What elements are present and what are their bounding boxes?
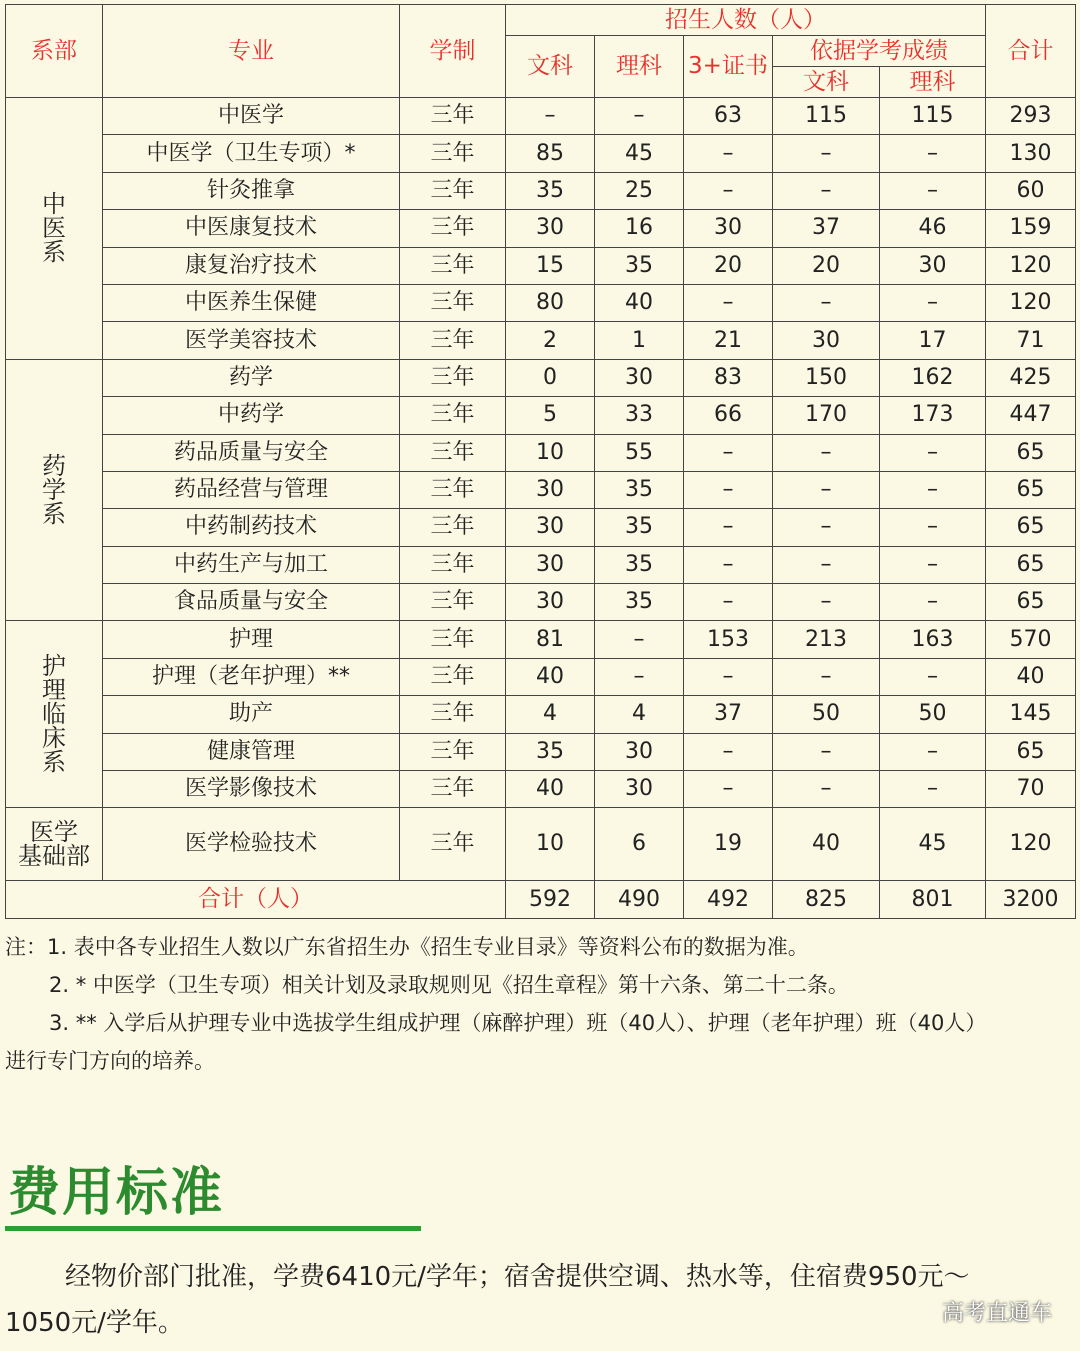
cert-cell: 20 xyxy=(684,247,773,284)
fees-line-2: 1050元/学年。 xyxy=(5,1308,184,1338)
header-total: 合计 xyxy=(986,5,1076,98)
score-like-cell: 50 xyxy=(880,696,986,733)
fees-line-1: 经物价部门批准，学费6410元/学年；宿舍提供空调、热水等，住宿费950元～ xyxy=(65,1262,970,1292)
score-wenke-cell: – xyxy=(773,509,880,546)
score-like-cell: – xyxy=(880,733,986,770)
table-row xyxy=(6,284,1076,321)
major-cell: 药品质量与安全 xyxy=(103,434,400,471)
score-wenke-cell: 20 xyxy=(773,247,880,284)
table-row xyxy=(6,397,1076,434)
score-like-cell: 17 xyxy=(880,322,986,359)
wenke-cell: – xyxy=(506,98,595,135)
cert-cell: – xyxy=(684,584,773,621)
score-like-cell: 162 xyxy=(880,359,986,396)
table-row xyxy=(6,135,1076,172)
total-cell: 71 xyxy=(986,322,1076,359)
score-like-cell: – xyxy=(880,135,986,172)
fees-text xyxy=(5,1254,1077,1346)
dept-name-char: 理 xyxy=(42,676,66,705)
like-cell: 6 xyxy=(595,808,684,881)
score-like-cell: – xyxy=(880,584,986,621)
major-cell: 中药生产与加工 xyxy=(103,546,400,583)
fees-title: 费用标准 xyxy=(8,1163,225,1223)
total-cell: 293 xyxy=(986,98,1076,135)
dept-name-line: 医学 xyxy=(30,818,78,847)
duration-cell: 三年 xyxy=(400,135,506,172)
like-cell: 45 xyxy=(595,135,684,172)
cert-cell: – xyxy=(684,284,773,321)
table-row xyxy=(6,322,1076,359)
table-row xyxy=(6,210,1076,247)
like-cell: 33 xyxy=(595,397,684,434)
major-cell: 中医学 xyxy=(103,98,400,135)
header-cert: 3+证书 xyxy=(684,36,773,98)
header-enrollment: 招生人数（人） xyxy=(506,5,986,36)
cert-cell: 83 xyxy=(684,359,773,396)
table-header xyxy=(6,5,1076,98)
total-cell: 145 xyxy=(986,696,1076,733)
major-cell: 健康管理 xyxy=(103,733,400,770)
wenke-cell: 35 xyxy=(506,172,595,209)
totals-total: 3200 xyxy=(986,881,1076,919)
duration-cell: 三年 xyxy=(400,322,506,359)
header-score-wenke: 文科 xyxy=(773,67,880,98)
table-row xyxy=(6,247,1076,284)
total-cell: 65 xyxy=(986,584,1076,621)
like-cell: 55 xyxy=(595,434,684,471)
like-cell: 35 xyxy=(595,584,684,621)
duration-cell: 三年 xyxy=(400,658,506,695)
duration-cell: 三年 xyxy=(400,696,506,733)
dept-name-char: 护 xyxy=(42,652,66,681)
header-dept: 系部 xyxy=(6,5,103,98)
dept-cell xyxy=(6,621,103,808)
table-row xyxy=(6,658,1076,695)
score-like-cell: – xyxy=(880,284,986,321)
wenke-cell: 30 xyxy=(506,546,595,583)
score-like-cell: – xyxy=(880,771,986,808)
cert-cell: – xyxy=(684,771,773,808)
major-cell: 医学美容技术 xyxy=(103,322,400,359)
table-row xyxy=(6,771,1076,808)
score-wenke-cell: 37 xyxy=(773,210,880,247)
major-cell: 食品质量与安全 xyxy=(103,584,400,621)
table-row xyxy=(6,471,1076,508)
score-wenke-cell: 170 xyxy=(773,397,880,434)
score-wenke-cell: 150 xyxy=(773,359,880,396)
duration-cell: 三年 xyxy=(400,771,506,808)
fees-title-underline xyxy=(5,1226,421,1231)
total-cell: 70 xyxy=(986,771,1076,808)
note-2: 2. * 中医学（卫生专项）相关计划及录取规则见《招生章程》第十六条、第二十二条。 xyxy=(49,973,849,997)
score-like-cell: – xyxy=(880,434,986,471)
table-row xyxy=(6,733,1076,770)
total-cell: 570 xyxy=(986,621,1076,658)
table-row xyxy=(6,584,1076,621)
duration-cell: 三年 xyxy=(400,546,506,583)
cert-cell: – xyxy=(684,658,773,695)
score-wenke-cell: – xyxy=(773,658,880,695)
dept-name-char: 药 xyxy=(42,452,66,481)
total-cell: 425 xyxy=(986,359,1076,396)
score-like-cell: 173 xyxy=(880,397,986,434)
major-cell: 中医康复技术 xyxy=(103,210,400,247)
dept-name-char: 系 xyxy=(42,238,66,267)
table-row xyxy=(6,172,1076,209)
major-cell: 医学检验技术 xyxy=(103,808,400,881)
duration-cell: 三年 xyxy=(400,584,506,621)
header-major: 专业 xyxy=(103,5,400,98)
dept-name-char: 床 xyxy=(42,724,66,753)
wenke-cell: 10 xyxy=(506,808,595,881)
note-3-continued: 进行专门方向的培养。 xyxy=(5,1049,215,1073)
score-like-cell: 45 xyxy=(880,808,986,881)
major-cell: 医学影像技术 xyxy=(103,771,400,808)
like-cell: 35 xyxy=(595,471,684,508)
total-cell: 447 xyxy=(986,397,1076,434)
cert-cell: 153 xyxy=(684,621,773,658)
cert-cell: – xyxy=(684,546,773,583)
wenke-cell: 35 xyxy=(506,733,595,770)
score-like-cell: 163 xyxy=(880,621,986,658)
like-cell: 35 xyxy=(595,509,684,546)
table-row xyxy=(6,359,1076,396)
wenke-cell: 40 xyxy=(506,771,595,808)
total-cell: 40 xyxy=(986,658,1076,695)
major-cell: 药品经营与管理 xyxy=(103,471,400,508)
like-cell: 25 xyxy=(595,172,684,209)
duration-cell: 三年 xyxy=(400,172,506,209)
major-cell: 中药学 xyxy=(103,397,400,434)
score-wenke-cell: – xyxy=(773,284,880,321)
like-cell: – xyxy=(595,621,684,658)
totals-score-like: 801 xyxy=(880,881,986,919)
table-row xyxy=(6,546,1076,583)
score-wenke-cell: 213 xyxy=(773,621,880,658)
like-cell: 1 xyxy=(595,322,684,359)
major-cell: 药学 xyxy=(103,359,400,396)
duration-cell: 三年 xyxy=(400,808,506,881)
cert-cell: – xyxy=(684,733,773,770)
duration-cell: 三年 xyxy=(400,733,506,770)
like-cell: 35 xyxy=(595,546,684,583)
score-wenke-cell: 30 xyxy=(773,322,880,359)
wenke-cell: 15 xyxy=(506,247,595,284)
wenke-cell: 30 xyxy=(506,584,595,621)
major-cell: 助产 xyxy=(103,696,400,733)
dept-name-line: 基础部 xyxy=(18,842,90,871)
score-wenke-cell: 115 xyxy=(773,98,880,135)
score-wenke-cell: – xyxy=(773,434,880,471)
totals-row xyxy=(6,881,1076,919)
wenke-cell: 0 xyxy=(506,359,595,396)
major-cell: 针灸推拿 xyxy=(103,172,400,209)
dept-cell xyxy=(6,359,103,621)
wenke-cell: 80 xyxy=(506,284,595,321)
like-cell: – xyxy=(595,98,684,135)
totals-label: 合计（人） xyxy=(6,881,506,919)
dept-cell xyxy=(6,98,103,360)
total-cell: 120 xyxy=(986,284,1076,321)
watermark: 高考直通车 xyxy=(941,1301,1052,1326)
score-wenke-cell: – xyxy=(773,771,880,808)
dept-name-char: 中 xyxy=(42,190,66,219)
wenke-cell: 5 xyxy=(506,397,595,434)
duration-cell: 三年 xyxy=(400,621,506,658)
total-cell: 120 xyxy=(986,247,1076,284)
major-cell: 康复治疗技术 xyxy=(103,247,400,284)
major-cell: 护理（老年护理）** xyxy=(103,658,400,695)
table-body xyxy=(6,98,1076,919)
total-cell: 60 xyxy=(986,172,1076,209)
total-cell: 159 xyxy=(986,210,1076,247)
total-cell: 65 xyxy=(986,471,1076,508)
score-like-cell: – xyxy=(880,546,986,583)
total-cell: 65 xyxy=(986,546,1076,583)
like-cell: – xyxy=(595,658,684,695)
duration-cell: 三年 xyxy=(400,359,506,396)
duration-cell: 三年 xyxy=(400,509,506,546)
cert-cell: 30 xyxy=(684,210,773,247)
table-notes xyxy=(5,928,1077,1080)
score-wenke-cell: – xyxy=(773,733,880,770)
totals-wenke: 592 xyxy=(506,881,595,919)
duration-cell: 三年 xyxy=(400,98,506,135)
note-1: 注：1. 表中各专业招生人数以广东省招生办《招生专业目录》等资料公布的数据为准。 xyxy=(5,935,809,959)
like-cell: 35 xyxy=(595,247,684,284)
duration-cell: 三年 xyxy=(400,247,506,284)
major-cell: 中药制药技术 xyxy=(103,509,400,546)
duration-cell: 三年 xyxy=(400,471,506,508)
dept-name-char: 学 xyxy=(42,476,66,505)
cert-cell: – xyxy=(684,135,773,172)
dept-name-char: 医 xyxy=(42,214,66,243)
wenke-cell: 30 xyxy=(506,509,595,546)
totals-like: 490 xyxy=(595,881,684,919)
dept-name-char: 系 xyxy=(42,500,66,529)
cert-cell: 63 xyxy=(684,98,773,135)
cert-cell: 21 xyxy=(684,322,773,359)
score-wenke-cell: 40 xyxy=(773,808,880,881)
table-row xyxy=(6,808,1076,881)
score-wenke-cell: – xyxy=(773,584,880,621)
score-like-cell: – xyxy=(880,172,986,209)
cert-cell: 19 xyxy=(684,808,773,881)
table-row xyxy=(6,621,1076,658)
cert-cell: 37 xyxy=(684,696,773,733)
like-cell: 4 xyxy=(595,696,684,733)
major-cell: 中医学（卫生专项）* xyxy=(103,135,400,172)
wenke-cell: 30 xyxy=(506,471,595,508)
duration-cell: 三年 xyxy=(400,434,506,471)
like-cell: 30 xyxy=(595,771,684,808)
score-wenke-cell: 50 xyxy=(773,696,880,733)
header-wenke: 文科 xyxy=(506,36,595,98)
duration-cell: 三年 xyxy=(400,210,506,247)
major-cell: 中医养生保健 xyxy=(103,284,400,321)
like-cell: 30 xyxy=(595,359,684,396)
wenke-cell: 81 xyxy=(506,621,595,658)
score-wenke-cell: – xyxy=(773,172,880,209)
enrollment-table xyxy=(5,4,1076,919)
score-like-cell: – xyxy=(880,471,986,508)
duration-cell: 三年 xyxy=(400,284,506,321)
dept-name-char: 临 xyxy=(42,700,66,729)
cert-cell: 66 xyxy=(684,397,773,434)
like-cell: 30 xyxy=(595,733,684,770)
like-cell: 16 xyxy=(595,210,684,247)
total-cell: 130 xyxy=(986,135,1076,172)
total-cell: 65 xyxy=(986,733,1076,770)
totals-score-wenke: 825 xyxy=(773,881,880,919)
major-cell: 护理 xyxy=(103,621,400,658)
score-like-cell: 46 xyxy=(880,210,986,247)
cert-cell: – xyxy=(684,172,773,209)
note-3: 3. ** 入学后从护理专业中选拔学生组成护理（麻醉护理）班（40人）、护理（老年护理）班（40人） xyxy=(49,1011,987,1035)
wenke-cell: 40 xyxy=(506,658,595,695)
score-like-cell: – xyxy=(880,509,986,546)
cert-cell: – xyxy=(684,471,773,508)
score-wenke-cell: – xyxy=(773,546,880,583)
total-cell: 65 xyxy=(986,434,1076,471)
score-like-cell: 30 xyxy=(880,247,986,284)
header-by-score: 依据学考成绩 xyxy=(773,36,986,67)
wenke-cell: 30 xyxy=(506,210,595,247)
header-duration: 学制 xyxy=(400,5,506,98)
duration-cell: 三年 xyxy=(400,397,506,434)
wenke-cell: 10 xyxy=(506,434,595,471)
total-cell: 65 xyxy=(986,509,1076,546)
table-row xyxy=(6,509,1076,546)
wenke-cell: 4 xyxy=(506,696,595,733)
score-like-cell: 115 xyxy=(880,98,986,135)
totals-cert: 492 xyxy=(684,881,773,919)
score-wenke-cell: – xyxy=(773,471,880,508)
header-score-like: 理科 xyxy=(880,67,986,98)
table-row xyxy=(6,434,1076,471)
total-cell: 120 xyxy=(986,808,1076,881)
wenke-cell: 2 xyxy=(506,322,595,359)
cert-cell: – xyxy=(684,434,773,471)
wenke-cell: 85 xyxy=(506,135,595,172)
table-row xyxy=(6,696,1076,733)
score-wenke-cell: – xyxy=(773,135,880,172)
cert-cell: – xyxy=(684,509,773,546)
dept-name-char: 系 xyxy=(42,748,66,777)
dept-cell xyxy=(6,808,103,881)
table-row xyxy=(6,98,1076,135)
header-like: 理科 xyxy=(595,36,684,98)
like-cell: 40 xyxy=(595,284,684,321)
score-like-cell: – xyxy=(880,658,986,695)
